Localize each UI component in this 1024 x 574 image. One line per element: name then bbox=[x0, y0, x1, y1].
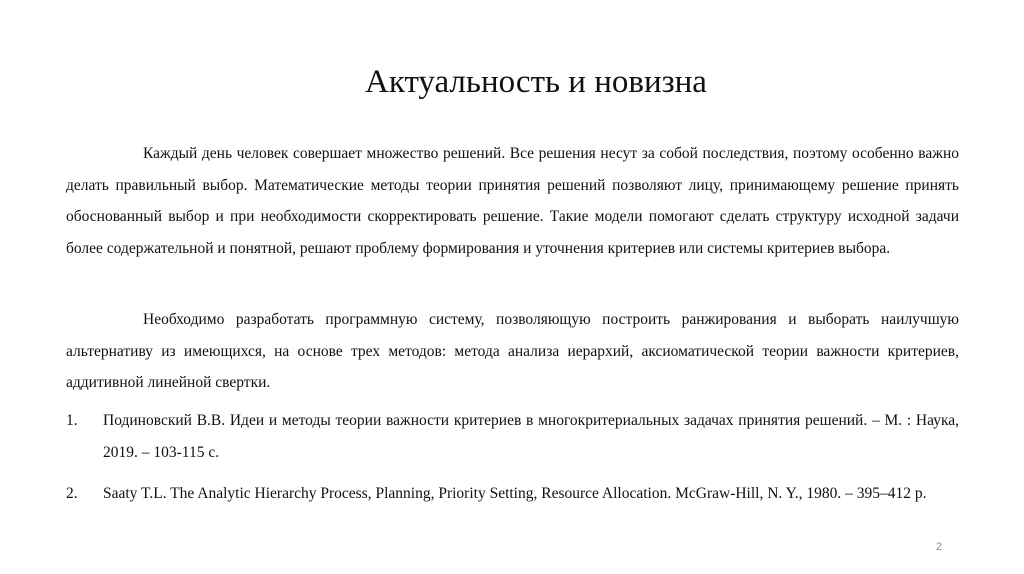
reference-number: 2. bbox=[66, 485, 78, 502]
reference-text: Saaty T.L. The Analytic Hierarchy Process, Planning, Priority Setting, Resource Allocation. McGraw-Hill, N. Y., 1980. – 395–412 p. bbox=[103, 485, 927, 502]
reference-text: Подиновский В.В. Идеи и методы теории важности критериев в многокритериальных задачах принятия решений. – М. : Наука, 2019. – 103-115 с. bbox=[103, 412, 959, 461]
reference-item bbox=[66, 478, 959, 510]
page-number: 2 bbox=[936, 541, 943, 553]
reference-item bbox=[66, 405, 959, 468]
reference-number: 1. bbox=[66, 412, 78, 429]
paragraph-task: Необходимо разработать программную систему, позволяющую построить ранжирования и выборать наилучшую альтернативу из имеющихся, на основе трех методов: метода анализа иерархий, аксиоматической теории важности критериев, аддитивной линейной свертки. bbox=[66, 311, 959, 391]
paragraph-relevance: Каждый день человек совершает множество решений. Все решения несут за собой последствия, поэтому особенно важно делать правильный выбор. Математические методы теории принятия решений позволяют лицу, принимающему решение принять обоснованный выбор и при необходимости скорректировать решение. Такие модели помогают сделать структуру исходной задачи более содержательной и понятной, решают проблему формирования и уточнения критериев или системы критериев выбора. bbox=[66, 145, 959, 257]
slide-title: Актуальность и новизна bbox=[365, 64, 707, 100]
